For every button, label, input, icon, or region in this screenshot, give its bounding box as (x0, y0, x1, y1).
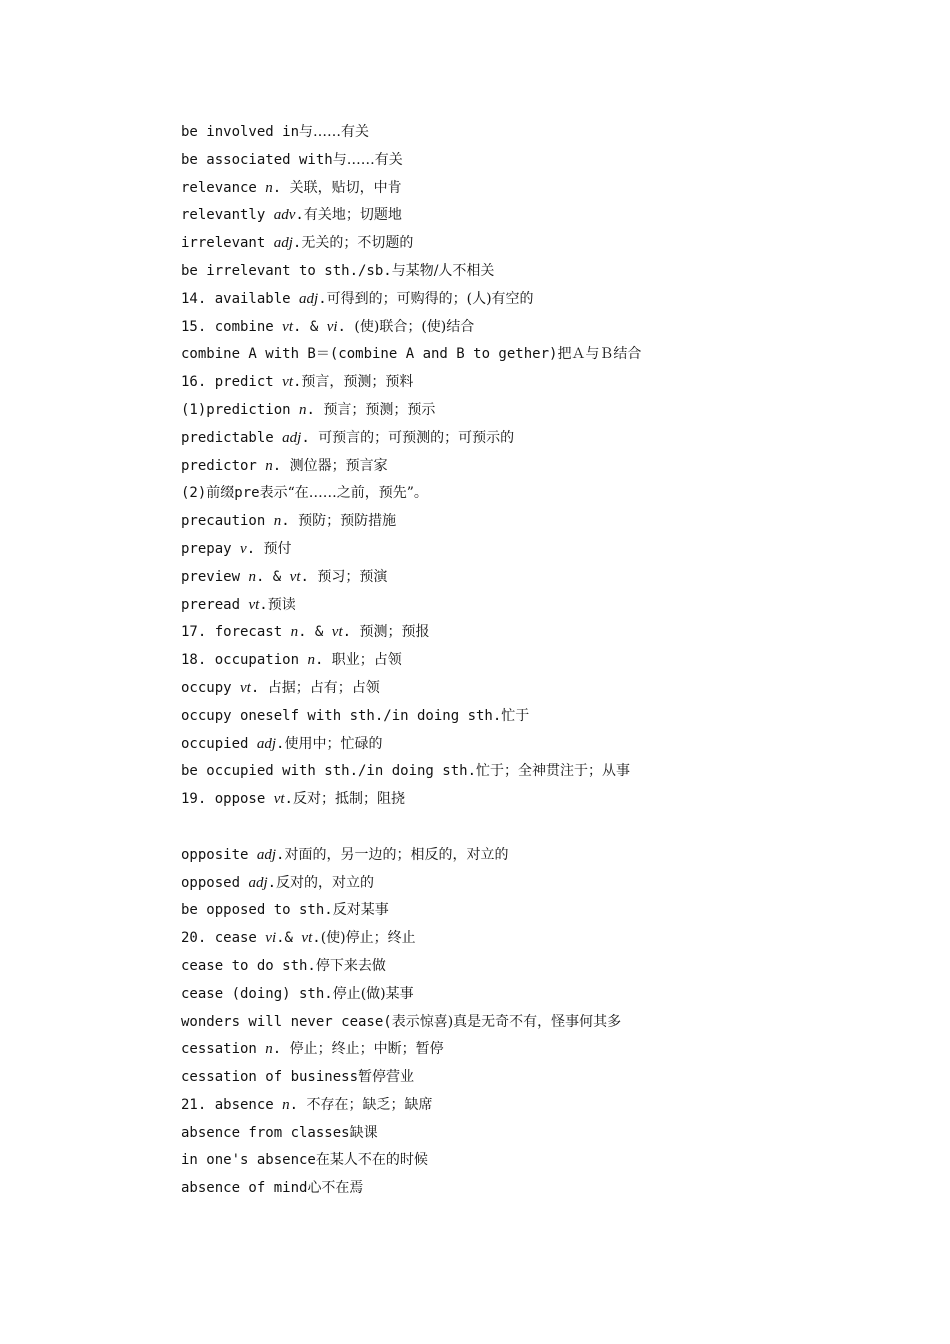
english-text: 17. forecast (181, 624, 291, 641)
chinese-text: 表示“在……之前，预先”。 (259, 485, 428, 502)
text-line (181, 564, 881, 592)
text-line (181, 758, 881, 786)
chinese-text: 与……有关 (332, 151, 403, 168)
part-of-speech: n (273, 513, 282, 530)
english-text: 19. oppose (181, 791, 274, 808)
part-of-speech: adj (299, 290, 319, 307)
chinese-text: (使)联合；(使)结合 (354, 318, 475, 335)
text-line (181, 703, 881, 731)
text-line (181, 397, 881, 425)
part-of-speech: vt (282, 374, 293, 391)
chinese-text: 关联，贴切，中肯 (289, 179, 402, 196)
chinese-text: 对面的，另一边的；相反的，对立的 (284, 846, 509, 863)
english-text: . (276, 735, 285, 752)
chinese-text: 停止(做)某事 (332, 985, 414, 1002)
chinese-text: 忙于 (501, 707, 530, 724)
chinese-text: 有关地；切题地 (303, 207, 402, 224)
text-line (181, 147, 881, 175)
text-line (181, 953, 881, 981)
text-line (181, 453, 881, 481)
part-of-speech: n (290, 624, 299, 641)
text-line (181, 258, 881, 286)
english-text: . (272, 1041, 290, 1058)
english-text: 21. absence (181, 1096, 283, 1113)
chinese-text: 在某人不在的时候 (315, 1152, 428, 1169)
chinese-text: 不存在；缺乏；缺席 (306, 1096, 433, 1113)
part-of-speech: vi (326, 318, 338, 335)
text-line (181, 202, 881, 230)
text-line (181, 731, 881, 759)
english-text: relevantly (181, 207, 274, 224)
english-text: be occupied with sth./in doing sth. (181, 763, 477, 780)
text-line (181, 1036, 881, 1064)
english-text: occupied (181, 735, 257, 752)
text-line (181, 1009, 881, 1037)
english-text: . (289, 1096, 307, 1113)
part-of-speech: adj (282, 429, 302, 446)
english-text: be involved in (181, 124, 300, 140)
english-text: 15. combine (181, 318, 283, 335)
english-text: pre (234, 485, 260, 502)
blank-line (181, 814, 881, 842)
part-of-speech: adv (273, 207, 296, 224)
chinese-text: 与某物/人不相关 (391, 262, 495, 279)
text-line (181, 1120, 881, 1148)
text-line (181, 592, 881, 620)
english-text: (1)prediction (181, 401, 300, 418)
english-text: . (284, 791, 293, 808)
text-line (181, 981, 881, 1009)
part-of-speech: adj (256, 846, 277, 863)
english-text: . (300, 568, 318, 585)
english-text: cessation (181, 1041, 266, 1058)
text-line (181, 870, 881, 898)
chinese-text: 缺课 (349, 1124, 378, 1141)
part-of-speech: vi (265, 930, 277, 947)
part-of-speech: n (282, 1096, 290, 1113)
part-of-speech: vt (331, 624, 343, 641)
chinese-text: 预测；预报 (359, 624, 430, 641)
chinese-text: 把Ａ与Ｂ结合 (557, 346, 642, 363)
english-text: . (272, 457, 290, 474)
chinese-text: 预习；预演 (317, 568, 388, 585)
english-text: . (306, 401, 324, 418)
english-text: . (337, 318, 355, 335)
english-text: . & (298, 624, 332, 641)
english-text: . (342, 624, 360, 641)
chinese-text: 无关的；不切题的 (301, 235, 414, 252)
english-text: . (281, 513, 299, 530)
text-line (181, 314, 881, 342)
english-text: predictor (181, 457, 266, 474)
text-line (181, 619, 881, 647)
part-of-speech: n (307, 652, 315, 669)
english-text: . (292, 235, 302, 252)
text-line (181, 508, 881, 536)
english-text: cease to do sth. (181, 957, 316, 974)
part-of-speech: adj (256, 735, 277, 752)
english-text: cessation of business (181, 1069, 359, 1086)
english-text: combine A with B＝(combine A and B to gether) (181, 346, 558, 363)
english-text: . (301, 429, 319, 446)
part-of-speech: vt (282, 318, 293, 335)
chinese-text: (使)停止；终止 (320, 930, 416, 947)
part-of-speech: adj (248, 874, 268, 891)
english-text: predictable (181, 429, 283, 446)
text-line (181, 1064, 881, 1092)
text-line (181, 897, 881, 925)
part-of-speech: n (248, 568, 256, 585)
chinese-text: 可预言的；可预测的；可预示的 (318, 429, 515, 446)
text-line (181, 286, 881, 314)
chinese-text: 测位器；预言家 (289, 457, 388, 474)
text-line (181, 425, 881, 453)
text-line (181, 675, 881, 703)
english-text: 18. occupation (181, 652, 308, 669)
part-of-speech: v (240, 540, 247, 557)
text-line (181, 1175, 881, 1203)
text-line (181, 119, 881, 147)
english-text: be irrelevant to sth./sb. (181, 262, 392, 279)
text-line (181, 842, 881, 870)
chinese-text: 停下来去做 (315, 957, 386, 974)
english-text: . (246, 540, 264, 557)
english-text: . & (255, 568, 290, 585)
english-text: . (250, 679, 268, 696)
english-text: . (312, 930, 321, 947)
english-text: in one's absence (181, 1152, 316, 1169)
english-text: preview (181, 568, 249, 585)
chinese-text: 停止；终止；中断；暂停 (289, 1041, 444, 1058)
text-line (181, 341, 881, 369)
chinese-text: 占据；占有；占领 (267, 679, 380, 696)
english-text: (2) (181, 485, 207, 502)
part-of-speech: n (265, 179, 273, 196)
chinese-text: 预防；预防措施 (298, 513, 397, 530)
vocabulary-list (181, 119, 881, 1203)
part-of-speech: vt (301, 930, 313, 947)
text-line (181, 786, 881, 814)
english-text: . (272, 179, 290, 196)
english-text: .& (276, 930, 302, 947)
chinese-text: 预言，预测；预料 (301, 374, 414, 391)
chinese-text: 反对的，对立的 (276, 874, 375, 891)
part-of-speech: vt (289, 568, 301, 585)
english-text: opposite (181, 846, 257, 863)
text-line (181, 480, 881, 508)
english-text: . & (292, 318, 327, 335)
english-text: absence of mind (181, 1180, 308, 1197)
english-text: . (314, 652, 332, 669)
part-of-speech: vt (240, 679, 251, 696)
english-text: be opposed to sth. (181, 902, 333, 919)
english-text: 14. available (181, 290, 300, 307)
text-line (181, 925, 881, 953)
english-text: occupy oneself with sth./in doing sth. (181, 707, 502, 724)
text-line (181, 369, 881, 397)
english-text: . (295, 207, 304, 224)
text-line (181, 230, 881, 258)
text-line (181, 647, 881, 675)
chinese-text: 心不在焉 (307, 1180, 364, 1197)
english-text: cease (doing) sth. (181, 985, 333, 1002)
chinese-text: 与……有关 (299, 124, 370, 140)
english-text: 20. cease (181, 930, 266, 947)
chinese-text: 可得到的；可购得的；(人)有空的 (326, 290, 534, 307)
chinese-text: 预付 (263, 540, 292, 557)
english-text: relevance (181, 179, 266, 196)
chinese-text: 职业；占领 (331, 652, 402, 669)
chinese-text: 反对；抵制；阻挠 (292, 791, 405, 808)
english-text: precaution (181, 513, 274, 530)
english-text: . (318, 290, 327, 307)
chinese-text: 预读 (267, 596, 296, 613)
chinese-text: 反对某事 (332, 902, 389, 919)
english-text: wonders will never cease( (181, 1013, 392, 1030)
chinese-text: 表示惊喜)真是无奇不有，怪事何其多 (391, 1013, 622, 1030)
part-of-speech: n (265, 1041, 273, 1058)
part-of-speech: vt (273, 791, 285, 808)
text-line (181, 1147, 881, 1175)
english-text: preread (181, 596, 249, 613)
english-text: . (267, 874, 277, 891)
english-text: . (259, 596, 268, 613)
part-of-speech: adj (273, 235, 293, 252)
text-line (181, 536, 881, 564)
english-text: opposed (181, 874, 249, 891)
english-text: prepay (181, 540, 241, 557)
chinese-text: 使用中；忙碌的 (284, 735, 383, 752)
english-text: be associated with (181, 151, 333, 168)
english-text: occupy (181, 679, 241, 696)
chinese-text: 前缀 (206, 485, 235, 502)
part-of-speech: n (265, 457, 273, 474)
chinese-text: 暂停营业 (358, 1069, 415, 1086)
english-text: 16. predict (181, 374, 283, 391)
english-text: . (292, 374, 302, 391)
chinese-text: 预言；预测；预示 (323, 401, 436, 418)
part-of-speech: n (299, 401, 307, 418)
english-text: irrelevant (181, 235, 274, 252)
chinese-text: 忙于；全神贯注于；从事 (476, 763, 631, 780)
text-line (181, 175, 881, 203)
english-text: absence from classes (181, 1124, 350, 1141)
text-line (181, 1092, 881, 1120)
part-of-speech: vt (248, 596, 260, 613)
english-text: . (276, 846, 285, 863)
